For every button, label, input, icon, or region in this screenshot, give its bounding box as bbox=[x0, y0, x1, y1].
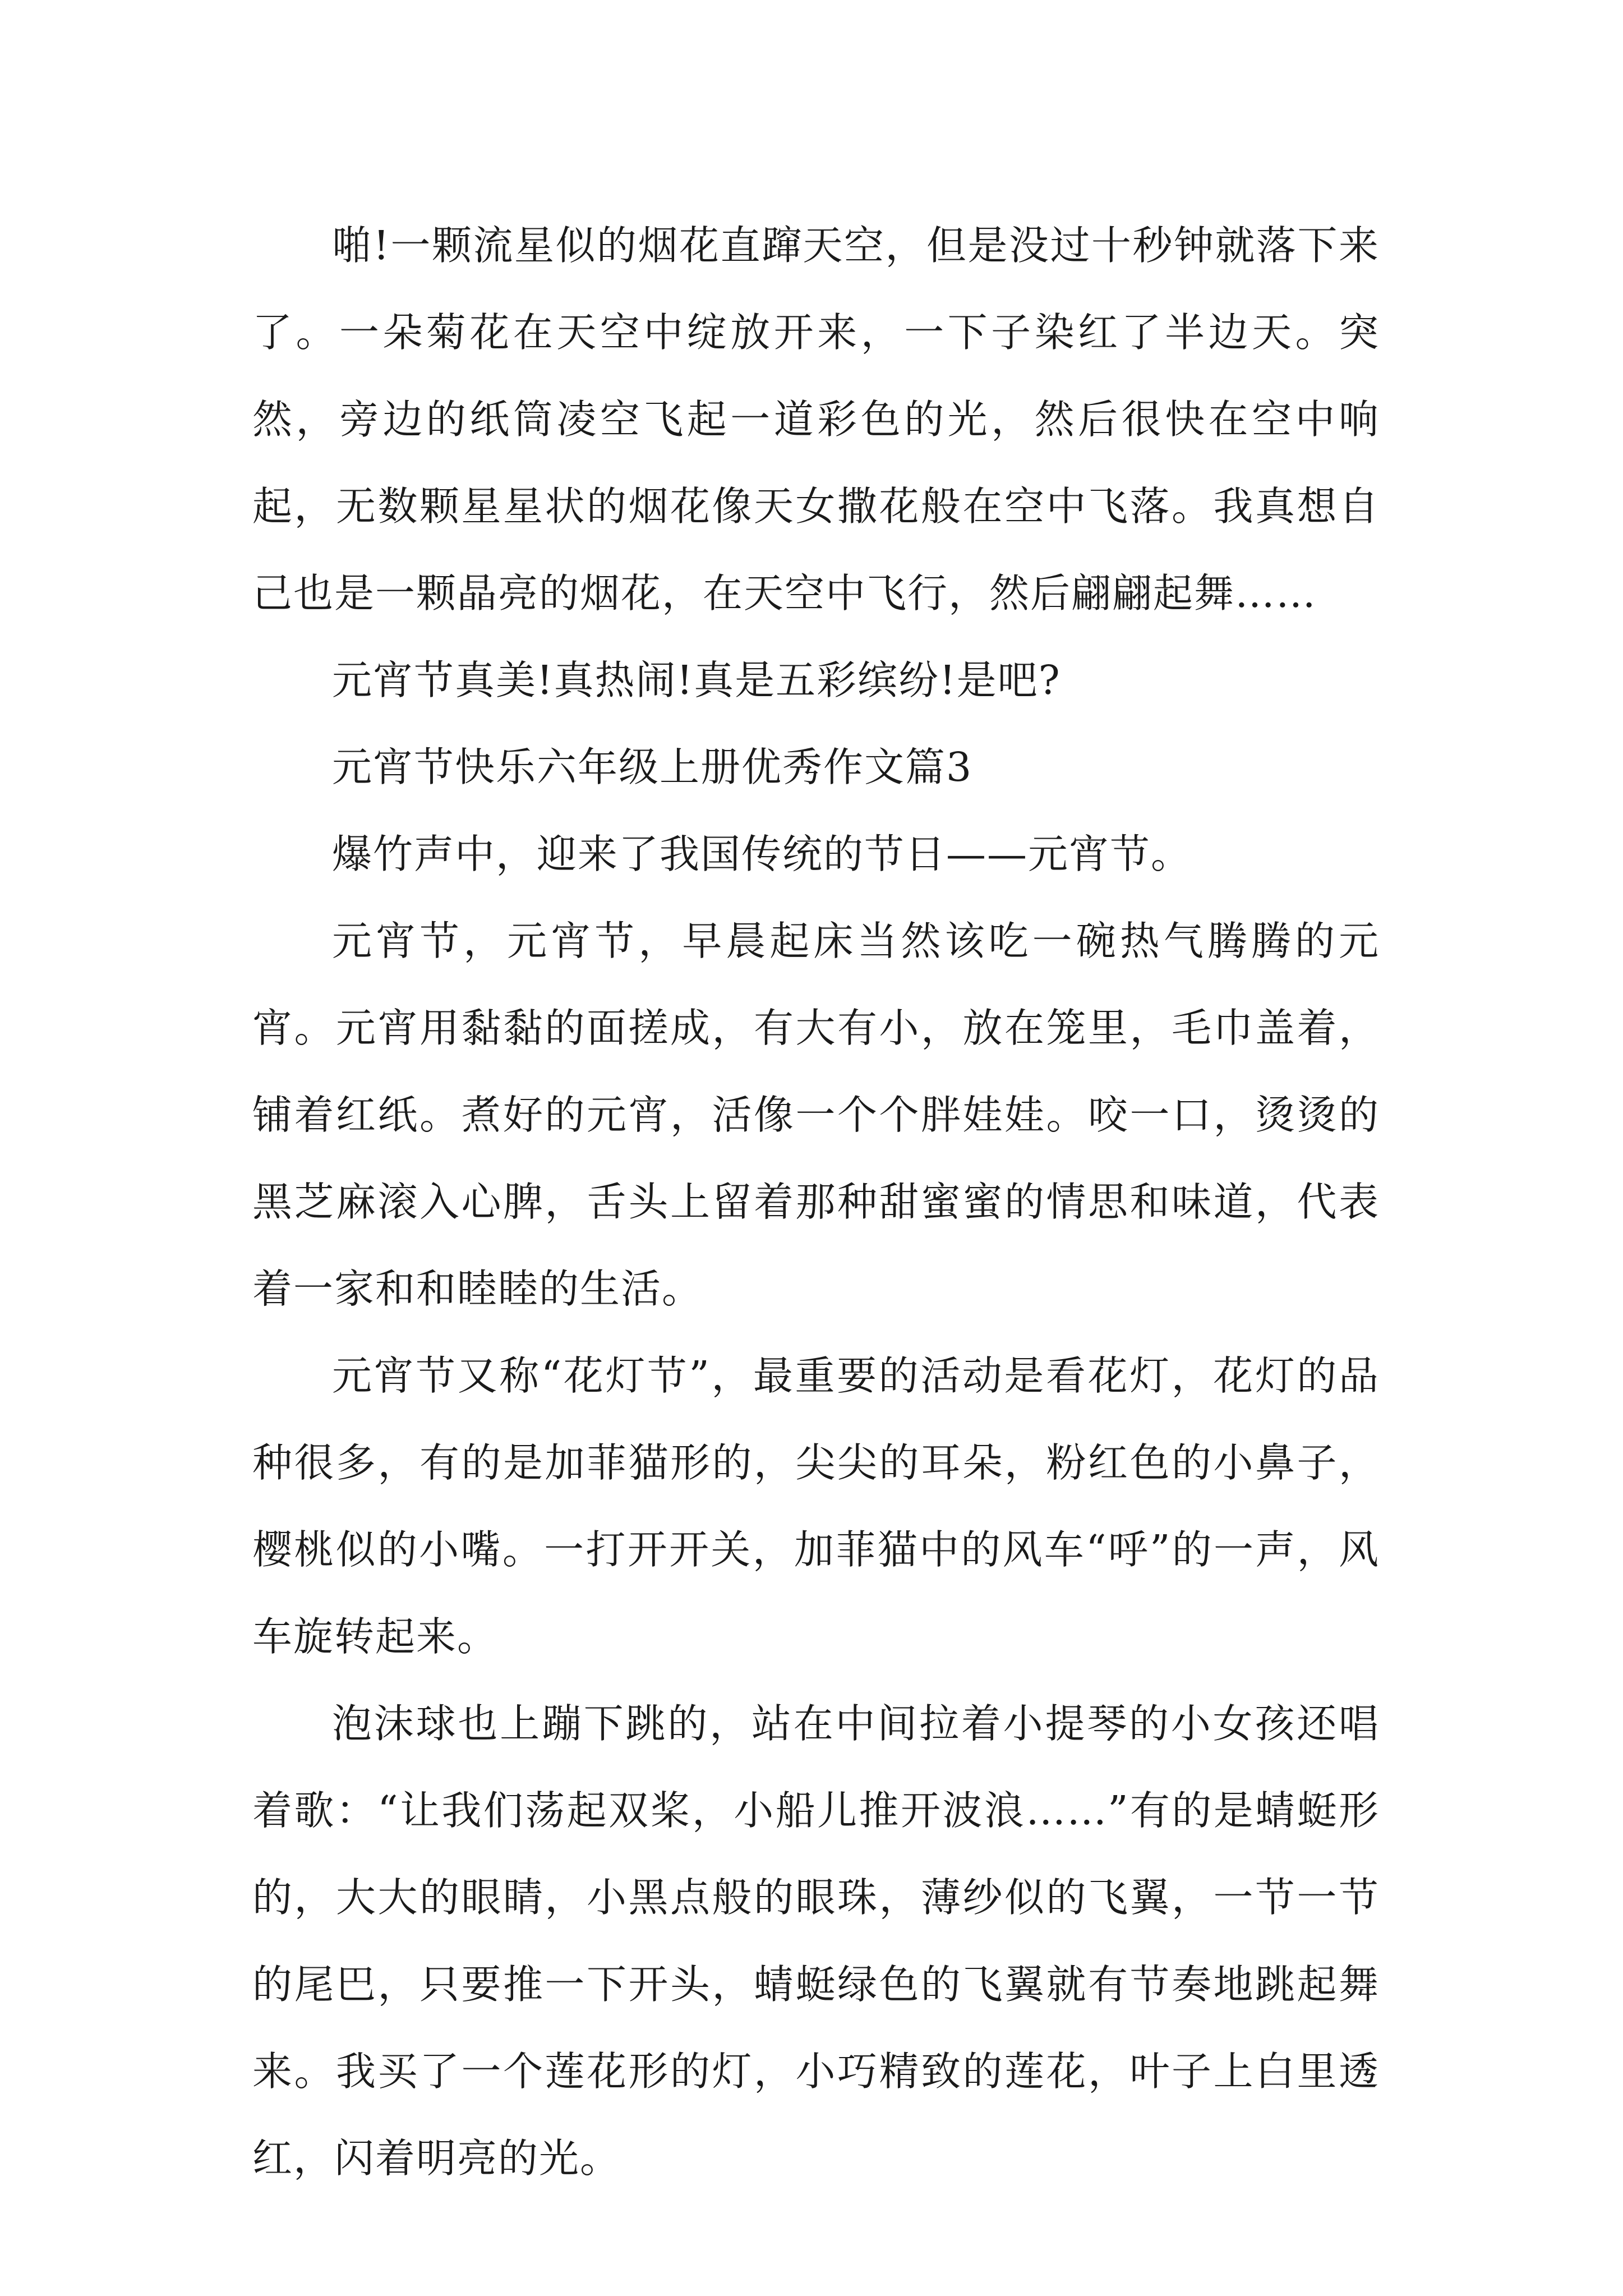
paragraph-exclamation: 元宵节真美!真热闹!真是五彩缤纷!是吧? bbox=[332, 657, 1061, 703]
paragraph-yuanxiao-food: 元宵节，元宵节，早晨起床当然该吃一碗热气腾腾的元宵。元宵用黏黏的面搓成，有大有小，放在笼里，毛巾盖着，铺着红纸。煮好的元宵，活像一个个胖娃娃。咬一口，烫烫的黑芝麻滚入心脾，舌头上留着那种甜蜜蜜的情思和味道，代表着一家和和睦睦的生活。 bbox=[252, 918, 1380, 1312]
document-body bbox=[252, 202, 1380, 2202]
paragraph-fireworks: 啪!一颗流星似的烟花直蹿天空，但是没过十秒钟就落下来了。一朵菊花在天空中绽放开来，一下子染红了半边天。突然，旁边的纸筒凌空飞起一道彩色的光，然后很快在空中响起，无数颗星星状的烟花像天女撒花般在空中飞落。我真想自己也是一颗晶亮的烟花，在天空中飞行，然后翩翩起舞…… bbox=[252, 222, 1380, 616]
paragraph-lantern-festival: 元宵节又称“花灯节”，最重要的活动是看花灯，花灯的品种很多，有的是加菲猫形的，尖尖的耳朵，粉红色的小鼻子，樱桃似的小嘴。一打开开关，加菲猫中的风车“呼”的一声，风车旋转起来。 bbox=[252, 1352, 1380, 1660]
section-heading: 元宵节快乐六年级上册优秀作文篇3 bbox=[332, 744, 973, 790]
paragraph-firecrackers: 爆竹声中，迎来了我国传统的节日——元宵节。 bbox=[332, 831, 1192, 877]
paragraph-lanterns: 泡沫球也上蹦下跳的，站在中间拉着小提琴的小女孩还唱着歌：“让我们荡起双桨，小船儿推开波浪……”有的是蜻蜓形的，大大的眼睛，小黑点般的眼珠，薄纱似的飞翼，一节一节的尾巴，只要推一下开头，蜻蜓绿色的飞翼就有节奏地跳起舞来。我买了一个莲花形的灯，小巧精致的莲花，叶子上白里透红，闪着明亮的光。 bbox=[252, 1700, 1380, 2182]
